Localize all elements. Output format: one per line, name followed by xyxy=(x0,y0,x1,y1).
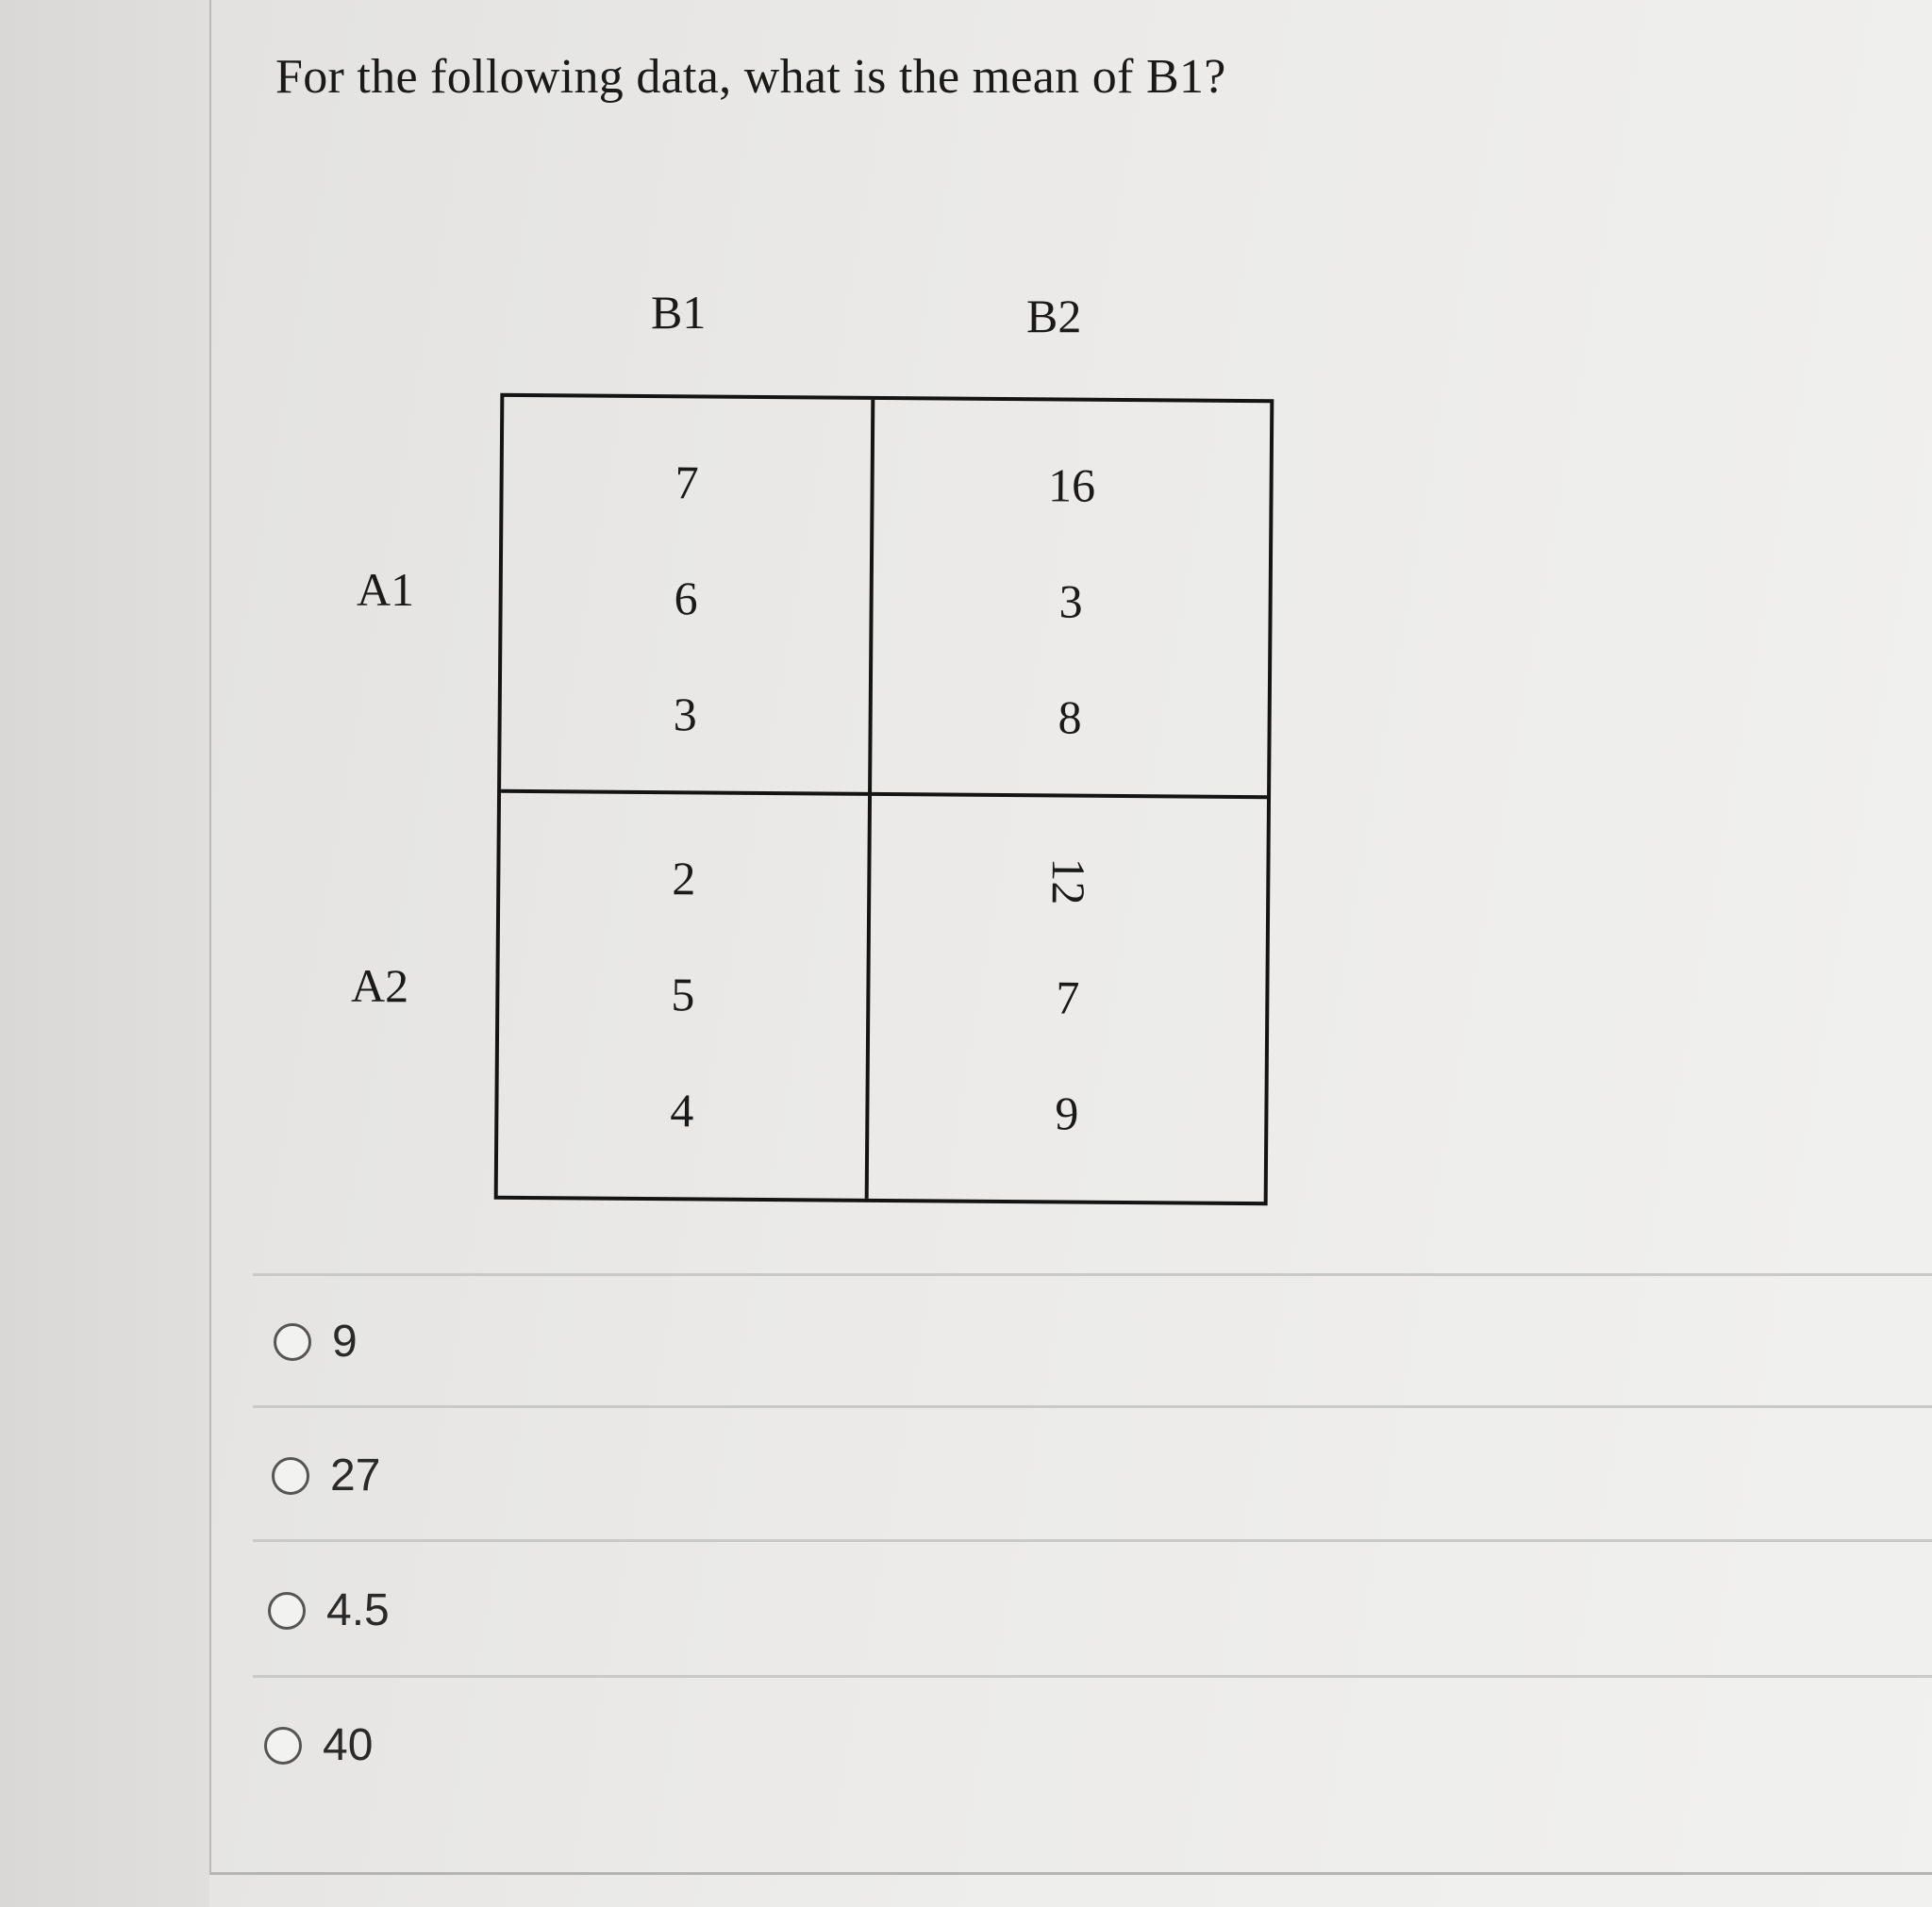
divider xyxy=(253,1675,1932,1678)
cell-value: 6 xyxy=(674,572,698,625)
radio-button-icon[interactable] xyxy=(268,1592,306,1630)
data-table xyxy=(494,393,1274,1205)
cell-value: 7 xyxy=(675,456,699,509)
column-header-b2: B2 xyxy=(1026,290,1082,342)
divider xyxy=(253,1539,1932,1542)
answer-option-3[interactable] xyxy=(268,1584,390,1636)
option-label: 40 xyxy=(323,1720,374,1770)
cell-a1-b1 xyxy=(501,397,874,796)
question-text: For the following data, what is the mean of B1? xyxy=(275,50,1226,104)
divider xyxy=(253,1273,1932,1276)
cell-value: 2 xyxy=(672,852,696,905)
cell-value: 12 xyxy=(1041,857,1096,905)
cell-value: 7 xyxy=(1056,970,1080,1024)
answer-option-1[interactable] xyxy=(274,1316,358,1368)
cell-value: 3 xyxy=(1058,574,1083,628)
radio-button-icon[interactable] xyxy=(274,1323,311,1361)
option-label: 27 xyxy=(330,1451,381,1501)
cell-value: 16 xyxy=(1047,458,1096,512)
row-header-a2: A2 xyxy=(351,959,409,1012)
column-header-b1: B1 xyxy=(651,286,707,339)
left-margin xyxy=(0,0,209,1907)
cell-value: 3 xyxy=(673,688,697,741)
answer-option-2[interactable] xyxy=(272,1450,380,1501)
cell-value: 8 xyxy=(1058,690,1082,744)
divider xyxy=(253,1405,1932,1408)
answer-option-4[interactable] xyxy=(264,1719,373,1771)
option-label: 4.5 xyxy=(326,1585,390,1635)
cell-value: 9 xyxy=(1055,1086,1079,1140)
cell-value: 5 xyxy=(671,968,695,1021)
cell-value: 4 xyxy=(670,1084,694,1137)
radio-button-icon[interactable] xyxy=(264,1727,302,1765)
option-label: 9 xyxy=(332,1317,358,1367)
cell-a2-b2 xyxy=(869,796,1267,1202)
row-header-a1: A1 xyxy=(357,563,415,616)
radio-button-icon[interactable] xyxy=(272,1457,309,1495)
cell-a2-b1 xyxy=(498,793,872,1199)
